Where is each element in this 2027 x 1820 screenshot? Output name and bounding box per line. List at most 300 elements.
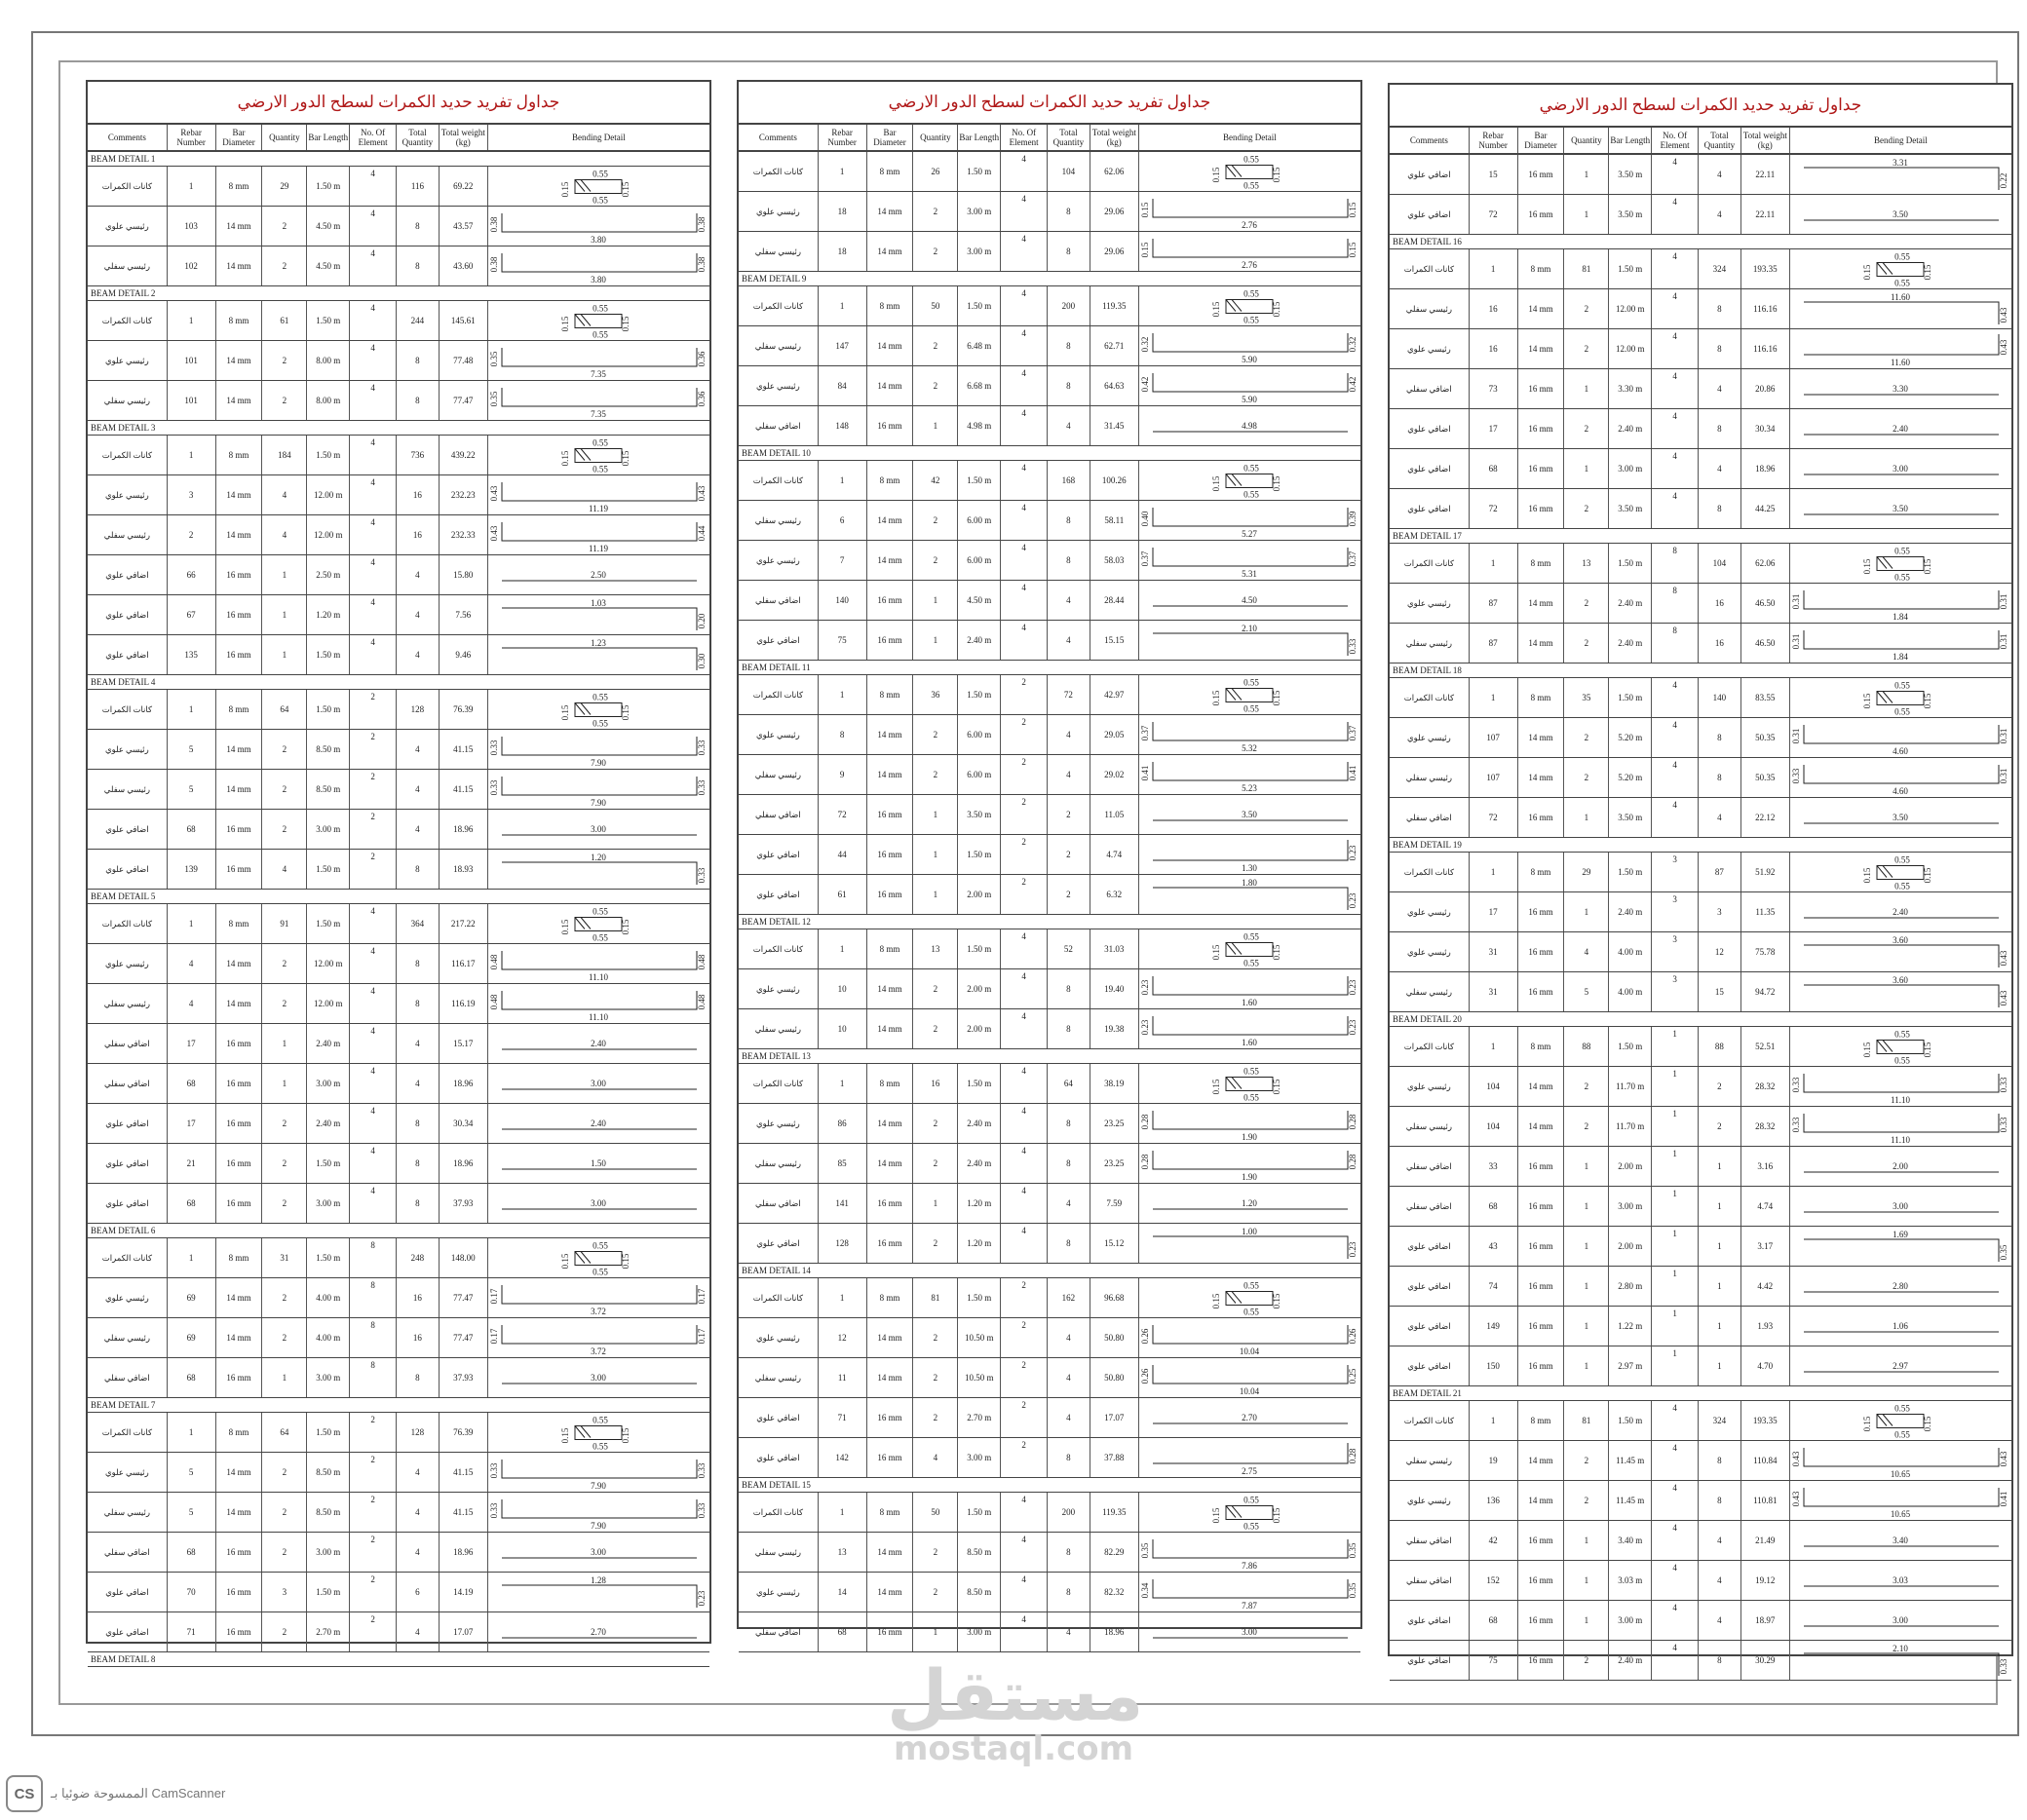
left-leg-label: 0.28 — [1140, 1114, 1151, 1129]
left-leg-label: 0.26 — [1140, 1368, 1151, 1384]
no-of-element: 4 — [1021, 1106, 1026, 1116]
bar-diameter: 14 mm — [877, 770, 902, 779]
quantity-cell — [913, 326, 958, 365]
comment-cell — [88, 635, 168, 674]
total-weight: 77.47 — [453, 396, 474, 405]
bar-length-cell — [307, 1278, 350, 1317]
bar-length: 2.40 m — [967, 635, 992, 645]
comment: رئيسي علوي — [1407, 597, 1451, 608]
bar-diameter: 16 mm — [877, 810, 902, 819]
total-quantity: 8 — [1066, 1158, 1071, 1168]
quantity: 81 — [931, 1293, 940, 1303]
total-weight-cell — [1741, 1307, 1790, 1346]
stirrup-width-top-label: 0.55 — [1243, 1495, 1260, 1504]
total-quantity: 4 — [1066, 1627, 1071, 1637]
right-leg-label: 0.39 — [1348, 511, 1358, 526]
rebar-number-cell — [819, 1144, 867, 1183]
total-weight: 9.46 — [455, 650, 472, 660]
no-of-element-cell — [350, 381, 397, 420]
comment-cell — [1390, 1307, 1470, 1346]
quantity-cell — [1564, 678, 1609, 717]
bending-detail-cell — [1790, 798, 2011, 837]
bar-length: 1.20 m — [967, 1198, 992, 1208]
bar-diameter-cell — [867, 1398, 914, 1437]
bar-length-label: 5.23 — [1242, 782, 1258, 793]
table-row — [88, 944, 709, 984]
table-row — [739, 675, 1360, 715]
bending-detail-cell — [488, 341, 709, 380]
stirrup-hook — [1226, 299, 1242, 311]
rebar-number: 1 — [1490, 264, 1496, 274]
header-bar-length: Bar Length — [307, 125, 350, 150]
bar-diameter: 16 mm — [226, 1198, 251, 1208]
stirrup-width-top-label: 0.55 — [593, 1240, 609, 1250]
bending-detail-cell — [1790, 678, 2011, 717]
bar-length-cell — [307, 1413, 350, 1452]
rebar-number-cell — [168, 301, 216, 340]
comment-cell — [88, 944, 168, 983]
bar-diameter-cell — [867, 152, 914, 191]
rebar-number-cell — [168, 1318, 216, 1357]
no-of-element-cell — [1652, 932, 1699, 971]
bending-detail-cell — [1139, 969, 1360, 1008]
total-weight-cell — [440, 690, 488, 729]
no-of-element-cell — [350, 1453, 397, 1492]
bending-detail-cell — [488, 1064, 709, 1103]
rebar-number-cell — [1470, 1187, 1518, 1226]
bar-length-cell — [1609, 758, 1652, 797]
total-quantity-cell — [397, 246, 440, 285]
rebar-number: 33 — [1488, 1161, 1498, 1171]
table-title: جداول تفريد حديد الكمرات لسطح الدور الارضي — [739, 82, 1360, 125]
quantity: 2 — [933, 770, 938, 779]
stirrup-hook — [575, 1425, 591, 1437]
comment-cell — [1390, 249, 1470, 288]
rebar-number-cell — [819, 232, 867, 271]
bar-diameter: 16 mm — [1528, 813, 1553, 822]
total-quantity-cell — [397, 904, 440, 943]
no-of-element-cell — [350, 1318, 397, 1357]
total-quantity: 128 — [410, 1427, 425, 1437]
rebar-number-cell — [819, 969, 867, 1008]
rebar-number-cell — [1470, 758, 1518, 797]
no-of-element: 4 — [1021, 1146, 1026, 1156]
total-weight: 18.93 — [453, 864, 474, 874]
total-weight: 29.06 — [1104, 207, 1125, 216]
bending-detail-cell — [1139, 675, 1360, 714]
stirrup-width-top-label: 0.55 — [593, 692, 609, 701]
bar-diameter: 16 mm — [1528, 1201, 1553, 1211]
quantity-cell — [1564, 1147, 1609, 1186]
comment-cell — [88, 475, 168, 514]
quantity-cell — [262, 1184, 307, 1223]
bar-diameter: 14 mm — [226, 999, 251, 1008]
u-bar-shape — [1153, 1325, 1348, 1344]
total-weight-cell — [440, 207, 488, 246]
bending-detail-cell — [1139, 929, 1360, 968]
stirrup-height-right-label: 0.15 — [1272, 167, 1282, 182]
stirrup-hook — [1226, 1291, 1242, 1303]
total-weight-cell — [440, 635, 488, 674]
comment: رئيسي علوي — [105, 1292, 149, 1303]
bar-length: 3.50 m — [1618, 813, 1643, 822]
total-quantity-cell — [397, 1612, 440, 1651]
total-weight: 77.48 — [453, 356, 474, 365]
no-of-element: 2 — [370, 852, 375, 861]
bar-length: 2.97 m — [1618, 1361, 1643, 1371]
quantity: 2 — [282, 824, 287, 834]
bar-length-label: 3.30 — [1893, 383, 1909, 394]
table-row — [88, 1533, 709, 1573]
l-bar-shape — [502, 648, 697, 670]
comment: رئيسي سفلي — [754, 1372, 801, 1383]
stirrup-width-top-label: 0.55 — [1243, 463, 1260, 473]
rebar-number-cell — [1470, 1147, 1518, 1186]
rebar-number-cell — [1470, 1641, 1518, 1680]
total-quantity: 88 — [1714, 1042, 1724, 1051]
bar-diameter-cell — [867, 621, 914, 660]
stirrup-height-left-label: 0.15 — [1211, 944, 1222, 960]
right-leg-label: 0.37 — [1348, 550, 1358, 566]
total-quantity: 8 — [1717, 344, 1722, 354]
bending-detail-cell — [1790, 449, 2011, 488]
comment: رئيسي علوي — [1407, 946, 1451, 957]
bar-diameter-cell — [867, 366, 914, 405]
quantity-cell — [913, 232, 958, 271]
bar-diameter: 14 mm — [877, 1024, 902, 1034]
bar-diameter-cell — [216, 810, 263, 849]
total-quantity-cell — [1699, 1107, 1741, 1146]
comment-cell — [1390, 1561, 1470, 1600]
total-weight: 29.06 — [1104, 246, 1125, 256]
stirrup-width-top-label: 0.55 — [1243, 288, 1260, 298]
stirrup-height-left-label: 0.15 — [560, 1253, 571, 1269]
bar-length: 4.00 m — [316, 1333, 341, 1343]
bending-shape-drawing — [1790, 1402, 2010, 1440]
bending-shape-drawing — [488, 1414, 708, 1452]
quantity-cell — [262, 1453, 307, 1492]
total-quantity-cell — [397, 1238, 440, 1277]
bar-length: 3.50 m — [1618, 209, 1643, 219]
comment: اضافي علوي — [1407, 503, 1451, 513]
stirrup-height-right-label: 0.15 — [1272, 301, 1282, 317]
total-quantity: 4 — [1066, 730, 1071, 739]
bar-diameter-cell — [1518, 1561, 1565, 1600]
bending-detail-cell — [1790, 584, 2011, 623]
comment-cell — [1390, 489, 1470, 528]
bending-detail-cell — [1139, 835, 1360, 874]
bar-length-label: 1.90 — [1242, 1171, 1258, 1182]
quantity-cell — [1564, 1561, 1609, 1600]
rebar-number-cell — [1470, 409, 1518, 448]
quantity-cell — [1564, 449, 1609, 488]
bar-length: 6.48 m — [967, 341, 992, 351]
bending-detail-cell — [1790, 369, 2011, 408]
total-weight-cell — [1090, 929, 1139, 968]
bar-length: 1.50 m — [316, 1427, 341, 1437]
right-leg-label: 0.42 — [1348, 376, 1358, 392]
quantity-cell — [262, 1413, 307, 1452]
u-bar-shape — [502, 1325, 697, 1344]
u-bar-shape — [1153, 1365, 1348, 1384]
no-of-element: 2 — [370, 1574, 375, 1584]
comment-cell — [88, 1453, 168, 1492]
comment: رئيسي سفلي — [1405, 772, 1452, 782]
no-of-element: 2 — [370, 1415, 375, 1424]
rebar-number: 18 — [837, 246, 847, 256]
quantity: 64 — [280, 1427, 289, 1437]
total-weight-cell — [1090, 152, 1139, 191]
comment-cell — [1390, 798, 1470, 837]
table-row — [88, 1453, 709, 1493]
bar-length-cell — [307, 1612, 350, 1651]
bar-length-cell — [1609, 289, 1652, 328]
comment: كانات الكمرات — [101, 1426, 153, 1437]
total-weight: 94.72 — [1755, 987, 1776, 997]
bar-length: 3.00 m — [316, 1079, 341, 1088]
bar-length-cell — [1609, 1641, 1652, 1680]
bending-detail-cell — [488, 555, 709, 594]
rebar-number: 73 — [1488, 384, 1498, 394]
stirrup-height-left-label: 0.15 — [1211, 475, 1222, 491]
stirrup-height-right-label: 0.15 — [1923, 867, 1933, 883]
bar-length: 1.50 m — [1618, 264, 1643, 274]
bar-length-label: 10.65 — [1891, 1508, 1911, 1519]
total-weight: 22.11 — [1755, 209, 1776, 219]
comment-cell — [739, 461, 819, 500]
total-quantity-cell — [397, 555, 440, 594]
bar-length: 3.50 m — [1618, 170, 1643, 179]
no-of-element-cell — [350, 475, 397, 514]
table-row — [88, 635, 709, 675]
total-weight-cell — [440, 436, 488, 474]
total-weight-cell — [1090, 969, 1139, 1008]
right-leg-label: 0.44 — [697, 525, 708, 541]
no-of-element-cell — [350, 1064, 397, 1103]
comment: رئيسي علوي — [756, 554, 800, 565]
table-row — [1390, 1107, 2011, 1147]
stirrup-hook — [1877, 556, 1893, 568]
table-row — [739, 501, 1360, 541]
total-quantity-cell — [1048, 326, 1090, 365]
rebar-number-cell — [819, 875, 867, 914]
total-quantity-cell — [1699, 1441, 1741, 1480]
total-quantity-cell — [1699, 369, 1741, 408]
right-leg-label: 0.17 — [697, 1328, 708, 1344]
no-of-element: 4 — [1021, 931, 1026, 941]
total-weight-cell — [440, 1493, 488, 1532]
total-weight: 193.35 — [1752, 1416, 1778, 1425]
comment-cell — [88, 1533, 168, 1572]
total-quantity-cell — [1699, 678, 1741, 717]
bending-detail-cell — [1139, 366, 1360, 405]
no-of-element-cell — [1652, 1561, 1699, 1600]
bar-length-cell — [1609, 369, 1652, 408]
rebar-number: 103 — [184, 221, 198, 231]
quantity: 2 — [1584, 1081, 1589, 1091]
bar-diameter-cell — [216, 1144, 263, 1183]
rebar-number-cell — [1470, 1441, 1518, 1480]
rebar-number: 1 — [188, 181, 194, 191]
table-title: جداول تفريد حديد الكمرات لسطح الدور الارضي — [88, 82, 709, 125]
rebar-number-cell — [1470, 1561, 1518, 1600]
bending-detail-cell — [1139, 1358, 1360, 1397]
no-of-element: 4 — [1672, 1523, 1677, 1533]
no-of-element-cell — [1652, 758, 1699, 797]
bar-length: 3.50 m — [1618, 504, 1643, 513]
bending-detail-cell — [488, 167, 709, 206]
bar-diameter-cell — [216, 1493, 263, 1532]
bending-shape-drawing — [488, 1279, 708, 1317]
comment: رئيسي علوي — [756, 1118, 800, 1128]
comment: كانات الكمرات — [752, 300, 804, 311]
bending-shape-drawing — [1790, 893, 2010, 931]
bending-detail-cell — [1139, 755, 1360, 794]
stirrup-hook — [1226, 1505, 1242, 1517]
comment-cell — [1390, 1401, 1470, 1440]
bar-diameter-cell — [867, 192, 914, 231]
table-row — [88, 1238, 709, 1278]
total-weight-cell — [440, 246, 488, 285]
rebar-number: 128 — [835, 1238, 849, 1248]
stirrup-width-bottom-label: 0.55 — [1894, 881, 1911, 891]
no-of-element: 2 — [1021, 757, 1026, 767]
comment-cell — [739, 1358, 819, 1397]
bar-length: 2.70 m — [967, 1413, 992, 1422]
comment: اضافي سفلي — [104, 1372, 150, 1383]
quantity: 2 — [933, 1587, 938, 1597]
rebar-number: 72 — [837, 810, 847, 819]
bending-detail-cell — [1790, 1027, 2011, 1066]
total-weight-cell — [1741, 758, 1790, 797]
bar-length: 11.70 m — [1616, 1121, 1645, 1131]
table-row — [88, 555, 709, 595]
total-quantity: 8 — [1717, 1496, 1722, 1505]
bending-detail-cell — [1790, 329, 2011, 368]
no-of-element-cell — [1001, 501, 1048, 540]
total-weight: 22.11 — [1755, 170, 1776, 179]
rebar-number: 75 — [1488, 1655, 1498, 1665]
total-weight-cell — [1741, 1147, 1790, 1186]
quantity: 1 — [933, 421, 938, 431]
rebar-number-cell — [819, 1184, 867, 1223]
quantity-cell — [262, 301, 307, 340]
bar-length-cell — [307, 1104, 350, 1143]
no-of-element: 2 — [370, 772, 375, 781]
no-of-element-cell — [1652, 972, 1699, 1011]
stirrup-hook — [1226, 688, 1242, 700]
rebar-number-cell — [168, 850, 216, 889]
bar-diameter: 16 mm — [877, 1238, 902, 1248]
bar-length: 1.50 m — [967, 850, 992, 859]
no-of-element-cell — [1001, 366, 1048, 405]
bar-diameter-cell — [1518, 1346, 1565, 1385]
table-row — [1390, 489, 2011, 529]
comment-cell — [88, 436, 168, 474]
table-header — [1390, 128, 2011, 155]
right-leg-label: 0.31 — [1999, 593, 2009, 609]
bar-length-cell — [307, 1533, 350, 1572]
stirrup-hook — [1877, 262, 1893, 274]
quantity-cell — [262, 207, 307, 246]
total-quantity: 8 — [1066, 1547, 1071, 1557]
total-weight: 6.32 — [1106, 890, 1123, 899]
no-of-element-cell — [350, 730, 397, 769]
left-leg-label: 0.33 — [1791, 1077, 1802, 1092]
bar-diameter: 14 mm — [877, 1373, 902, 1383]
stirrup-width-bottom-label: 0.55 — [593, 1441, 609, 1451]
total-quantity-cell — [397, 1533, 440, 1572]
total-quantity-cell — [1699, 584, 1741, 623]
header-rebar-number: Rebar Number — [168, 125, 216, 150]
total-weight: 37.93 — [453, 1373, 474, 1383]
bar-length: 5.20 m — [1618, 773, 1643, 782]
u-bar-shape — [1804, 630, 1999, 649]
bar-diameter-cell — [216, 1024, 263, 1063]
no-of-element: 1 — [1672, 1229, 1677, 1238]
stirrup-height-left-label: 0.15 — [1862, 1416, 1873, 1431]
bar-diameter: 14 mm — [1528, 304, 1553, 314]
total-weight-cell — [1741, 449, 1790, 488]
total-weight-cell — [1090, 1358, 1139, 1397]
quantity-cell — [1564, 798, 1609, 837]
bending-shape-drawing — [1139, 716, 1359, 754]
comment: اضافي علوي — [1407, 1360, 1451, 1371]
stirrup-height-right-label: 0.15 — [1272, 1079, 1282, 1094]
bar-diameter-cell — [216, 1358, 263, 1397]
bar-length-cell — [307, 167, 350, 206]
no-of-element-cell — [1001, 152, 1048, 191]
table-row — [739, 1398, 1360, 1438]
u-bar-shape — [1153, 1151, 1348, 1169]
hook-leg-label: 0.23 — [697, 1590, 708, 1606]
bar-diameter-cell — [216, 944, 263, 983]
bending-shape-drawing — [1790, 1442, 2010, 1480]
quantity-cell — [913, 1009, 958, 1048]
bending-detail-cell — [1139, 715, 1360, 754]
rebar-number-cell — [819, 755, 867, 794]
total-quantity-cell — [1048, 1318, 1090, 1357]
comment: كانات الكمرات — [752, 1506, 804, 1517]
bar-diameter-cell — [1518, 1481, 1565, 1520]
total-weight-cell — [1090, 1144, 1139, 1183]
no-of-element-cell — [1001, 1064, 1048, 1103]
rebar-number-cell — [1470, 1227, 1518, 1266]
quantity: 2 — [282, 1507, 287, 1517]
bar-diameter-cell — [1518, 1107, 1565, 1146]
total-weight: 28.32 — [1755, 1121, 1776, 1131]
total-quantity-cell — [1048, 1278, 1090, 1317]
no-of-element: 4 — [1672, 411, 1677, 421]
bar-length-label: 1.50 — [591, 1157, 607, 1168]
bar-diameter: 16 mm — [1528, 1321, 1553, 1331]
bending-shape-drawing — [1139, 542, 1359, 580]
no-of-element-cell — [1001, 1278, 1048, 1317]
comment-cell — [739, 406, 819, 445]
total-quantity: 8 — [1066, 555, 1071, 565]
rebar-number: 84 — [837, 381, 847, 391]
table-row — [739, 1612, 1360, 1652]
comment: كانات الكمرات — [1403, 866, 1455, 877]
rebar-number-cell — [168, 690, 216, 729]
bar-diameter: 8 mm — [228, 316, 249, 325]
bar-diameter-cell — [216, 341, 263, 380]
header-bar-length: Bar Length — [958, 125, 1001, 150]
bar-length-label: 2.40 — [591, 1118, 607, 1128]
comment-cell — [88, 515, 168, 554]
right-leg-label: 0.25 — [1348, 1368, 1358, 1384]
bar-length-cell — [307, 1144, 350, 1183]
